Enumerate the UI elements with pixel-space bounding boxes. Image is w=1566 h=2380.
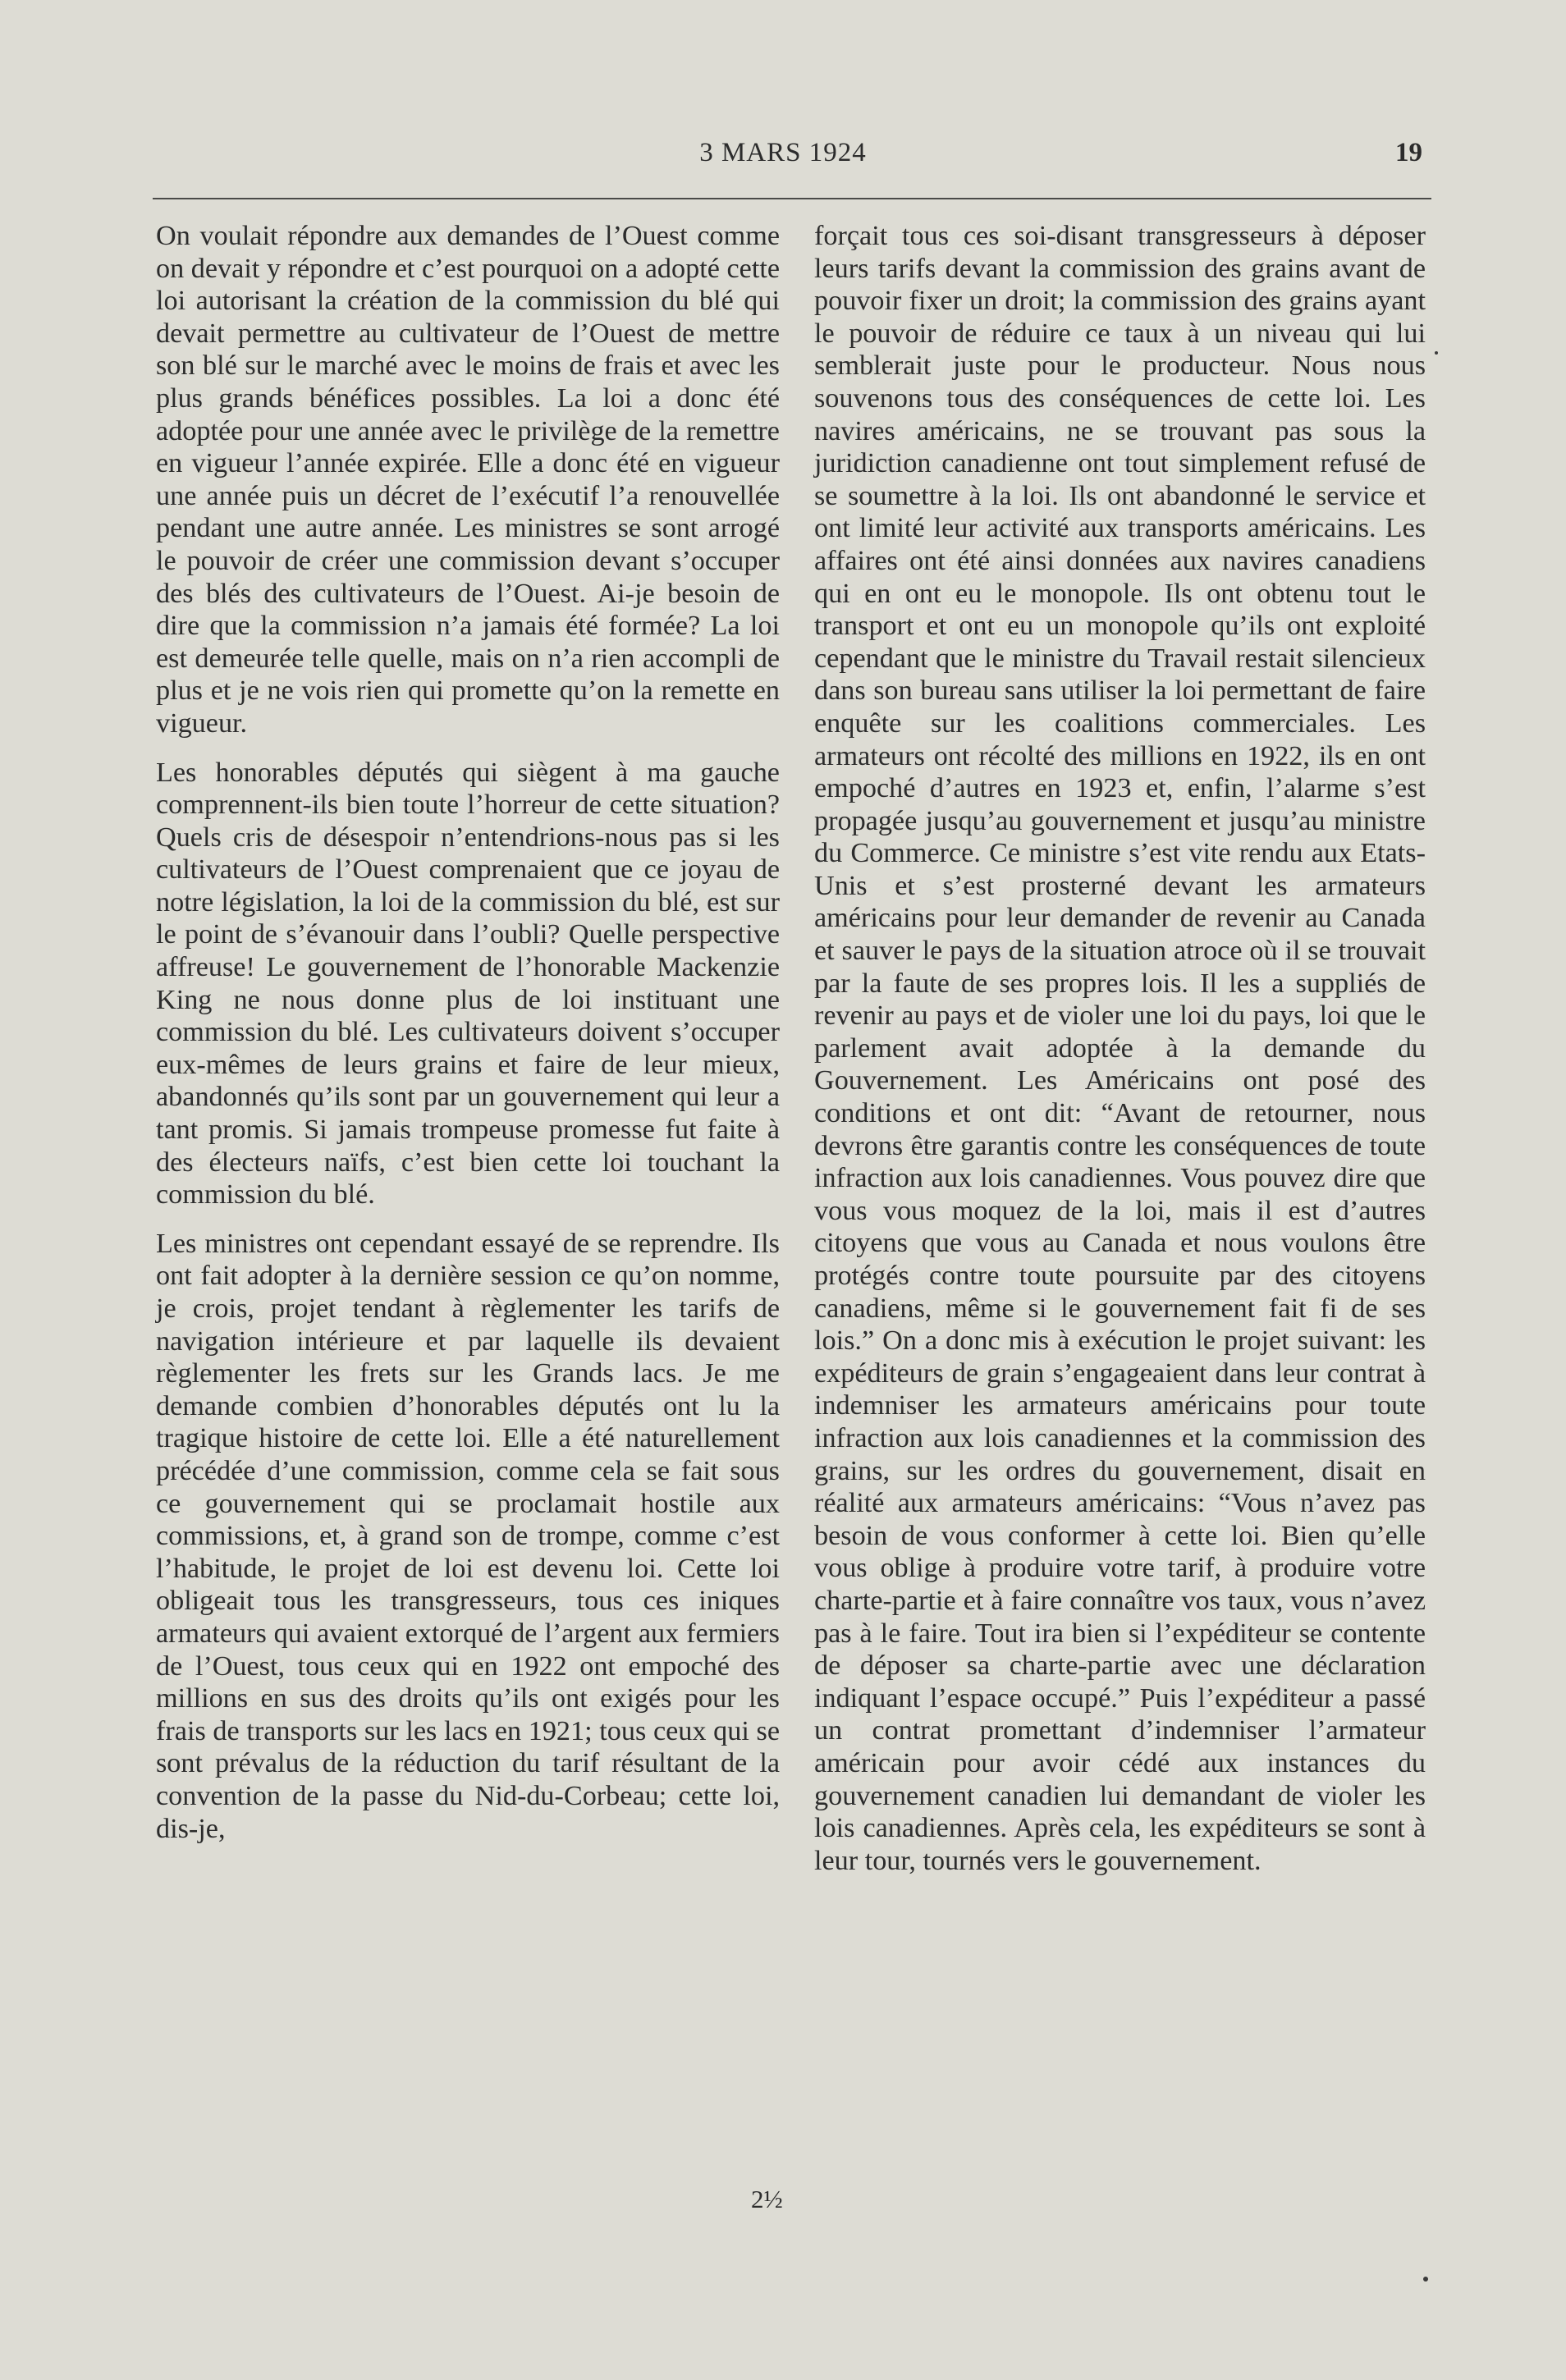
page-header-date: 3 MARS 1924 [699,138,867,167]
ink-speck [1435,351,1438,355]
paragraph: On voulait répondre aux demandes de l’Ouest comme on devait y répondre et c’est pourquoi on a adopté cette loi autorisant la création de la commission du blé qui devait permettre au cultivateur de l’Ouest de mettre son blé sur le marché avec le moins de frais et avec les plus grands bénéfices possibles. La loi a donc été adoptée pour une année avec le privilège de la remettre en vigueur l’année expirée. Elle a donc été en vigueur une année puis un décret de l’exécutif l’a renouvellée pendant une autre année. Les ministres se sont arrogé le pouvoir de créer une commission devant s’occuper des blés des cultivateurs de l’Ouest. Ai-je besoin de dire que la commission n’a jamais été formée? La loi est demeurée telle quelle, mais on n’a rien accompli de plus et je ne vois rien qui promette qu’on la remette en vigueur. [156,221,780,739]
page-number: 19 [1395,138,1422,167]
printer-signature-mark: 2½ [751,2185,783,2213]
left-column [156,220,780,1845]
ink-speck [1423,2277,1428,2282]
paragraph: Les honorables députés qui siègent à ma gauche comprennent-ils bien toute l’horreur de cette situation? Quels cris de désespoir n’entendrions-nous pas si les cultivateurs de l’Ouest comprenaient que ce joyau de notre législation, la loi de la commission du blé, est sur le point de s’évanouir dans l’oubli? Quelle perspective affreuse! Le gouvernement de l’honorable Mackenzie King ne nous donne plus de loi instituant une commission du blé. Les cultivateurs doivent s’occuper eux-mêmes de leurs grains et faire de leur mieux, abandonnés qu’ils sont par un gouvernement qui leur a tant promis. Si jamais trompeuse promesse fut faite à des électeurs naïfs, c’est bien cette loi touchant la commission du blé. [156,757,780,1211]
paragraph: forçait tous ces soi-disant transgresseurs à déposer leurs tarifs devant la commission des grains avant de pouvoir fixer un droit; la commission des grains ayant le pouvoir de réduire ce taux à un niveau qui lui semblerait juste pour le producteur. Nous nous souvenons tous des conséquences de cette loi. Les navires américains, ne se trouvant pas sous la juridiction canadienne ont tout simplement refusé de se soumettre à la loi. Ils ont abandonné le service et ont limité leur activité aux transports américains. Les affaires ont été ainsi données aux navires canadiens qui en ont eu le monopole. Ils ont obtenu tout le transport et ont eu un monopole qu’ils ont exploité cependant que le ministre du Travail restait silencieux dans son bureau sans utiliser la loi permettant de faire enquête sur les coalitions commerciales. Les armateurs ont récolté des millions en 1922, ils en ont empoché d’autres en 1923 et, enfin, l’alarme s’est propagée jusqu’au gouvernement et jusqu’au ministre du Commerce. Ce ministre s’est vite rendu aux Etats-Unis et s’est prosterné devant les armateurs américains pour leur demander de revenir au Canada et sauver le pays de la situation atroce où il se trouvait par la faute de ses propres lois. Il les a suppliés de revenir au pays et de violer une loi du pays, loi que le parlement avait adoptée à la demande du Gouvernement. Les Américains ont posé des conditions et ont dit: “Avant de retourner, nous devrons être garantis contre les conséquences de toute infraction aux lois canadiennes. Vous pouvez dire que vous vous moquez de la loi, mais il est d’autres citoyens que vous au Canada et nous voulons être protégés contre toute poursuite par des citoyens canadiens, même si le gouvernement fait fi de ses lois.” On a donc mis à exécution le projet suivant: les expéditeurs de grain s’engageaient dans leur contrat à indemniser les armateurs américains pour toute infraction aux lois canadiennes et la commission des grains, sur les ordres du gouvernement, disait en réalité aux armateurs américains: “Vous n’avez pas besoin de vous conformer à cette loi. Bien qu’elle vous oblige à produire votre tarif, à produire votre charte-partie et à faire connaître vos taux, vous n’avez pas à le faire. Tout ira bien si l’expéditeur se contente de déposer sa charte-partie avec une déclaration indiquant l’espace occupé.” Puis l’expéditeur a passé un contrat promettant d’indemniser l’armateur américain pour avoir cédé aux instances du gouvernement canadien lui demandant de violer les lois canadiennes. Après cela, les expéditeurs se sont à leur tour, tournés vers le gouvernement. [814,221,1426,1876]
paragraph: Les ministres ont cependant essayé de se reprendre. Ils ont fait adopter à la dernière session ce qu’on nomme, je crois, projet tendant à règlementer les tarifs de navigation intérieure et par laquelle ils devaient règlementer les frets sur les Grands lacs. Je me demande combien d’honorables députés ont lu la tragique histoire de cette loi. Elle a été naturellement précédée d’une commission, comme cela se fait sous ce gouvernement qui se proclamait hostile aux commissions, et, à grand son de trompe, comme c’est l’habitude, le projet de loi est devenu loi. Cette loi obligeait tous les transgresseurs, tous ces iniques armateurs qui avaient extorqué de l’argent aux fermiers de l’Ouest, tous ceux qui en 1922 ont empoché des millions en sus des droits qu’ils ont exigés pour les frais de transports sur les lacs en 1921; tous ceux qui se sont prévalus de la réduction du tarif résultant de la convention de la passe du Nid-du-Corbeau; cette loi, dis-je, [156,1228,780,1844]
header-divider [153,198,1431,199]
right-column [814,220,1426,1877]
